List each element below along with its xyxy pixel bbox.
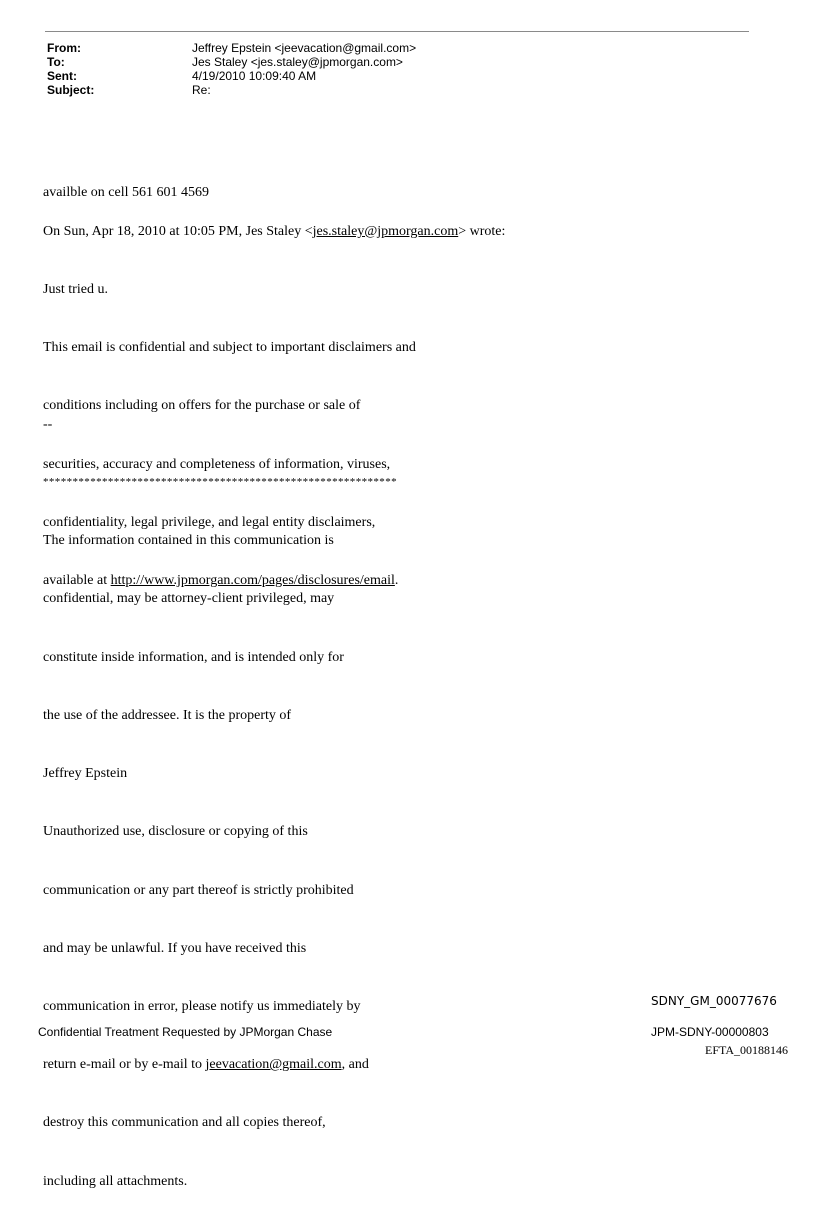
bates-number-sdny: SDNY_GM_00077676	[651, 994, 777, 1008]
signature-line: destroy this communication and all copies thereof,	[43, 1115, 326, 1131]
signature-block	[43, 376, 397, 1210]
signature-line: the use of the addressee. It is the property of	[43, 707, 292, 723]
signature-dashes: --	[43, 416, 53, 432]
sent-label: Sent:	[47, 69, 77, 83]
disclaimer-line: This email is confidential and subject to important disclaimers and	[43, 340, 416, 356]
quote-line: Just tried u.	[43, 282, 108, 298]
signature-stars: ************************************************************	[43, 476, 397, 489]
confidential-footer: Confidential Treatment Requested by JPMorgan Chase	[38, 1025, 333, 1039]
sent-row	[47, 69, 416, 83]
signature-line: constitute inside information, and is intended only for	[43, 649, 344, 665]
disclaimer-line: conditions including on offers for the purchase or sale of	[43, 398, 361, 414]
signature-email-link[interactable]: jeevacation@gmail.com	[205, 1057, 342, 1073]
signature-suffix: , and	[341, 1057, 369, 1073]
signature-line: and may be unlawful. If you have received this	[43, 940, 307, 956]
to-value: Jes Staley <jes.staley@jpmorgan.com>	[192, 55, 403, 69]
quote-intro-email-link[interactable]: jes.staley@jpmorgan.com	[312, 223, 459, 239]
quote-intro-prefix: On Sun, Apr 18, 2010 at 10:05 PM, Jes Staley <	[43, 223, 313, 239]
disclaimer-suffix: .	[394, 573, 399, 589]
sent-value: 4/19/2010 10:09:40 AM	[192, 69, 317, 83]
subject-row	[47, 83, 416, 97]
from-label: From:	[47, 41, 81, 55]
signature-line: confidential, may be attorney-client privileged, may	[43, 591, 335, 607]
disclaimer-prefix: available at	[43, 573, 111, 589]
bates-number-jpm: JPM-SDNY-00000803	[651, 1025, 769, 1039]
to-row	[47, 55, 416, 69]
from-value: Jeffrey Epstein <jeevacation@gmail.com>	[192, 41, 417, 55]
disclaimer-line: confidentiality, legal privilege, and legal entity disclaimers,	[43, 514, 376, 530]
signature-line	[43, 1055, 397, 1074]
signature-line: Unauthorized use, disclosure or copying of this	[43, 824, 308, 840]
signature-line: communication or any part thereof is strictly prohibited	[43, 882, 354, 898]
signature-line: communication in error, please notify us immediately by	[43, 999, 361, 1014]
signature-line: The information contained in this communication is	[43, 533, 334, 549]
bates-number-efta: EFTA_00188146	[705, 1043, 789, 1057]
signature-line: including all attachments.	[43, 1173, 188, 1189]
signature-prefix: return e-mail or by e-mail to	[43, 1057, 206, 1073]
disclosures-link[interactable]: http://www.jpmorgan.com/pages/disclosures/email	[110, 573, 395, 589]
header-divider	[45, 31, 749, 32]
subject-value: Re:	[192, 83, 211, 97]
disclaimer-line: securities, accuracy and completeness of information, viruses,	[43, 456, 391, 472]
subject-label: Subject:	[47, 83, 95, 97]
from-row	[47, 41, 416, 55]
reply-text: availble on cell 561 601 4569	[43, 184, 210, 200]
quote-intro	[43, 222, 505, 241]
to-label: To:	[47, 55, 65, 69]
signature-line: Jeffrey Epstein	[43, 766, 128, 782]
quote-intro-suffix: > wrote:	[458, 223, 506, 239]
email-header	[47, 41, 416, 97]
